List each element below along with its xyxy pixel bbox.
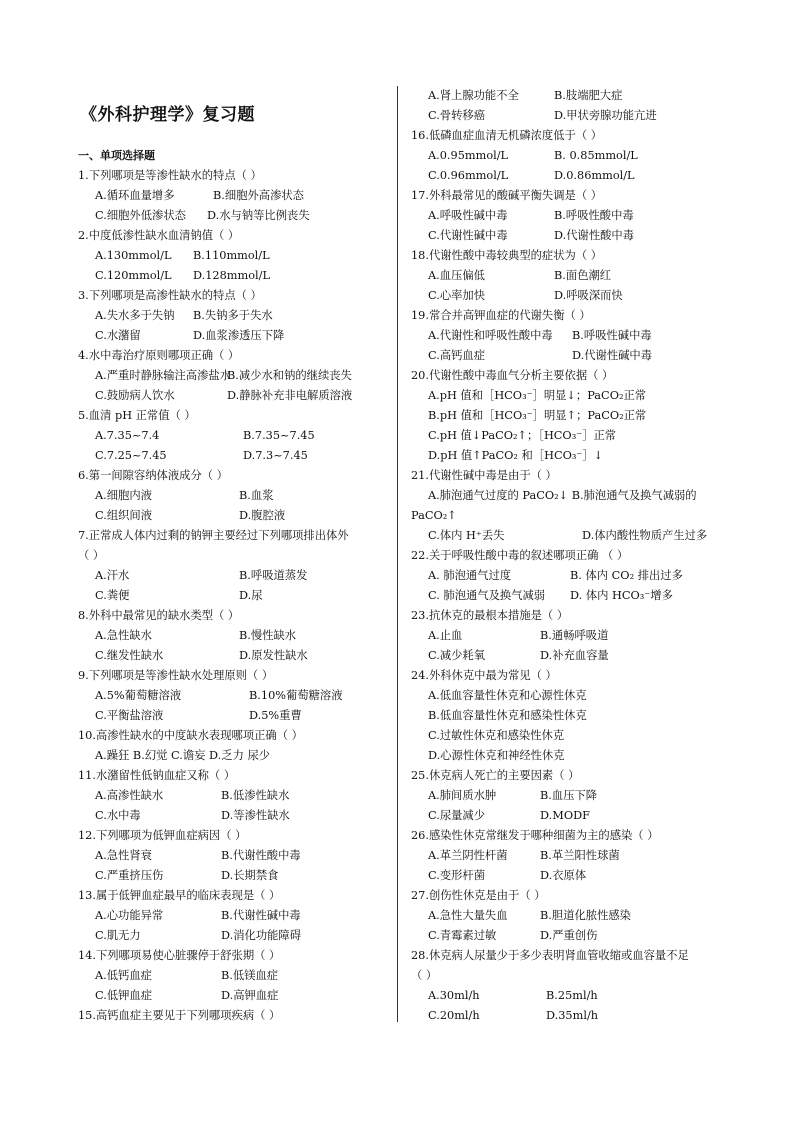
- option-pair: [78, 966, 390, 986]
- option-pair: [78, 846, 390, 866]
- option-b: D.35ml/h: [546, 1009, 599, 1022]
- option-pair: [411, 326, 723, 346]
- option-b: D.长期禁食: [221, 869, 279, 882]
- question-text: 27.创伤性休克是由于（ ）: [411, 889, 546, 902]
- option-b: B.面色潮红: [554, 269, 612, 282]
- question-text: PaCO₂↑: [411, 509, 457, 522]
- option-pair: [411, 926, 723, 946]
- column-divider: [397, 86, 398, 1022]
- option-pair: [78, 386, 390, 406]
- option-pair: [78, 506, 390, 526]
- option-b: B.7.35~7.45: [243, 429, 315, 442]
- option-pair: [78, 486, 390, 506]
- option-pair: [78, 866, 390, 886]
- option-b: B.呼吸道蒸发: [239, 569, 308, 582]
- option-a: C.青霉素过敏: [428, 929, 497, 942]
- question-text: 24.外科休克中最为常见（ ）: [411, 669, 557, 682]
- option-b: B.110mmol/L: [193, 249, 270, 262]
- option-b: D.体内酸性物质产生过多: [582, 529, 708, 542]
- option-a: A.肺间质水肿: [428, 789, 497, 802]
- option-a: A.130mmol/L: [95, 249, 172, 262]
- option-pair: [411, 846, 723, 866]
- option-b: D.补充血容量: [540, 649, 609, 662]
- option-line: A.pH 值和［HCO₃⁻］明显↓；PaCO₂正常: [428, 389, 647, 402]
- option-a: C.水中毒: [95, 809, 141, 822]
- option-b: D.等渗性缺水: [221, 809, 290, 822]
- option-b: B.代谢性酸中毒: [221, 849, 301, 862]
- option-b: D.高钾血症: [221, 989, 279, 1002]
- option-a: C.继发性缺水: [95, 649, 164, 662]
- option-a: A.30ml/h: [428, 989, 480, 1002]
- option-a: C.低钾血症: [95, 989, 153, 1002]
- question-text: 9.下列哪项是等渗性缺水处理原则（ ）: [78, 669, 274, 682]
- option-b: B.胆道化脓性感染: [540, 909, 631, 922]
- option-pair: [411, 866, 723, 886]
- option-pair: [78, 706, 390, 726]
- option-a: A.止血: [428, 629, 463, 642]
- option-a: A.汗水: [95, 569, 130, 582]
- option-a: A.代谢性和呼吸性酸中毒: [428, 329, 553, 342]
- option-b: B.血压下降: [540, 789, 598, 802]
- option-pair: [78, 206, 390, 226]
- question-text: 15.高钙血症主要见于下列哪项疾病（ ）: [78, 1009, 281, 1022]
- option-a: A.呼吸性碱中毒: [428, 209, 508, 222]
- option-pair: [78, 566, 390, 586]
- option-line: B.pH 值和［HCO₃⁻］明显↑；PaCO₂正常: [428, 409, 647, 422]
- question-text: 16.低磷血症血清无机磷浓度低于（ ）: [411, 129, 603, 142]
- option-a: A.低钙血症: [95, 969, 152, 982]
- option-b: D.衣原体: [540, 869, 587, 882]
- option-line: D.pH 值↑PaCO₂ 和［HCO₃⁻］↓: [428, 449, 604, 462]
- option-pair: [411, 626, 723, 646]
- option-pair: [78, 626, 390, 646]
- option-a: C.平衡盐溶液: [95, 709, 164, 722]
- option-b: D.消化功能障碍: [221, 929, 302, 942]
- option-b: D.5%重曹: [249, 709, 302, 722]
- option-b: D.7.3~7.45: [243, 449, 308, 462]
- option-pair: [411, 86, 723, 106]
- option-a: C.7.25~7.45: [95, 449, 167, 462]
- option-pair: [411, 1006, 723, 1026]
- option-b: D.MODF: [540, 809, 590, 822]
- option-pair: [411, 526, 723, 546]
- question-text: 12.下列哪项为低钾血症病因（ ）: [78, 829, 247, 842]
- option-a: C.高钙血症: [428, 349, 486, 362]
- option-a: A.0.95mmol/L: [428, 149, 509, 162]
- option-a: A.肾上腺功能不全: [428, 89, 519, 102]
- option-a: C.变形杆菌: [428, 869, 486, 882]
- option-pair: [78, 426, 390, 446]
- question-text: 28.休克病人尿量少于多少表明肾血管收缩或血容量不足: [411, 949, 689, 962]
- option-b: B. 0.85mmol/L: [554, 149, 638, 162]
- option-a: C. 肺泡通气及换气减弱: [428, 589, 546, 602]
- option-line: A.低血容量性休克和心源性休克: [428, 689, 587, 702]
- option-line: A.肺泡通气过度的 PaCO₂↓ B.肺泡通气及换气减弱的: [428, 489, 697, 502]
- question-text: 14.下列哪项易使心脏骤停于舒张期（ ）: [78, 949, 281, 962]
- option-b: D.腹腔液: [239, 509, 286, 522]
- option-a: A.血压偏低: [428, 269, 485, 282]
- question-text: 4.水中毒治疗原则哪项正确（ ）: [78, 349, 240, 362]
- question-text: 17.外科最常见的酸碱平衡失调是（ ）: [411, 189, 603, 202]
- question-text: 20.代谢性酸中毒血气分析主要依据（ ）: [411, 369, 614, 382]
- option-pair: [78, 266, 390, 286]
- option-pair: [411, 286, 723, 306]
- option-a: C.尿量减少: [428, 809, 486, 822]
- option-b: B.呼吸性酸中毒: [554, 209, 634, 222]
- option-pair: [78, 926, 390, 946]
- option-a: C.严重挤压伤: [95, 869, 164, 882]
- option-b: D.呼吸深而快: [554, 289, 623, 302]
- option-pair: [411, 166, 723, 186]
- option-a: C.粪便: [95, 589, 130, 602]
- right-column: [411, 86, 723, 1026]
- option-a: A.心功能异常: [95, 909, 164, 922]
- option-b: B.肢端肥大症: [554, 89, 623, 102]
- question-text: 23.抗休克的最根本措施是（ ）: [411, 609, 569, 622]
- option-a: C.组织间液: [95, 509, 153, 522]
- option-pair: [78, 646, 390, 666]
- option-pair: [411, 206, 723, 226]
- option-pair: [411, 986, 723, 1006]
- option-a: C.体内 H⁺丢失: [428, 529, 505, 542]
- option-b: D. 体内 HCO₃⁻增多: [570, 589, 673, 602]
- option-a: C.鼓励病人饮水: [95, 389, 175, 402]
- option-pair: [78, 306, 390, 326]
- option-line: D.心源性休克和神经性休克: [428, 749, 565, 762]
- option-pair: [411, 146, 723, 166]
- question-text: 26.感染性休克常继发于哪种细菌为主的感染（ ）: [411, 829, 659, 842]
- question-text: 13.属于低钾血症最早的临床表现是（ ）: [78, 889, 281, 902]
- option-pair: [78, 446, 390, 466]
- question-text: 6.第一间隙容纳体液成分（ ）: [78, 469, 228, 482]
- option-a: C.水潴留: [95, 329, 141, 342]
- option-a: C.减少耗氧: [428, 649, 486, 662]
- option-a: C.代谢性碱中毒: [428, 229, 508, 242]
- question-text: 22.关于呼吸性酸中毒的叙述哪项正确 （ ）: [411, 549, 629, 562]
- option-b: D.水与钠等比例丧失: [207, 209, 310, 222]
- question-text: 10.高渗性缺水的中度缺水表现哪项正确（ ）: [78, 729, 303, 742]
- option-pair: [411, 566, 723, 586]
- option-a: A.急性肾衰: [95, 849, 152, 862]
- option-a: C.细胞外低渗状态: [95, 209, 186, 222]
- question-text: （ ）: [78, 549, 105, 562]
- question-text: 19.常合并高钾血症的代谢失衡（ ）: [411, 309, 591, 322]
- option-pair: [78, 246, 390, 266]
- option-b: B.呼吸性碱中毒: [572, 329, 652, 342]
- question-text: 11.水潴留性低钠血症又称（ ）: [78, 769, 236, 782]
- section-heading: 一、单项选择题: [78, 149, 155, 162]
- option-b: B.低镁血症: [221, 969, 279, 982]
- option-a: C.骨转移癌: [428, 109, 486, 122]
- option-b: B.革兰阳性球菌: [540, 849, 620, 862]
- option-b: D.128mmol/L: [193, 269, 270, 282]
- option-a: A.5%葡萄糖溶液: [95, 689, 182, 702]
- option-b: D.甲状旁腺功能亢进: [554, 109, 657, 122]
- option-pair: [411, 586, 723, 606]
- option-a: A.高渗性缺水: [95, 789, 164, 802]
- option-b: B.10%葡萄糖溶液: [249, 689, 343, 702]
- option-pair: [78, 786, 390, 806]
- question-text: 8.外科中最常见的缺水类型（ ）: [78, 609, 240, 622]
- option-pair: [411, 226, 723, 246]
- option-pair: [411, 646, 723, 666]
- option-pair: [78, 986, 390, 1006]
- question-text: （ ）: [411, 969, 438, 982]
- option-b: B.减少水和钠的继续丧失: [227, 369, 352, 382]
- option-line: A.躁狂 B.幻觉 C.谵妄 D.乏力 尿少: [95, 749, 271, 762]
- option-b: D.代谢性酸中毒: [554, 229, 635, 242]
- option-pair: [411, 806, 723, 826]
- question-text: 5.血清 pH 正常值（ ）: [78, 409, 196, 422]
- option-pair: [411, 346, 723, 366]
- option-pair: [78, 686, 390, 706]
- option-b: B.代谢性碱中毒: [221, 909, 301, 922]
- option-a: A.革兰阴性杆菌: [428, 849, 508, 862]
- document-title: 《外科护理学》复习题: [80, 105, 255, 125]
- question-text: 3.下列哪项是高渗性缺水的特点（ ）: [78, 289, 262, 302]
- option-b: B.通畅呼吸道: [540, 629, 609, 642]
- option-a: A.细胞内液: [95, 489, 152, 502]
- option-b: B. 体内 CO₂ 排出过多: [570, 569, 683, 582]
- option-b: D.尿: [239, 589, 263, 602]
- option-pair: [411, 786, 723, 806]
- option-line: C.过敏性休克和感染性休克: [428, 729, 565, 742]
- option-pair: [411, 266, 723, 286]
- option-b: D.严重创伤: [540, 929, 598, 942]
- option-b: D.静脉补充非电解质溶液: [227, 389, 353, 402]
- option-pair: [78, 326, 390, 346]
- option-pair: [78, 806, 390, 826]
- option-b: B.血浆: [239, 489, 274, 502]
- option-pair: [78, 186, 390, 206]
- question-text: 2.中度低渗性缺水血清钠值（ ）: [78, 229, 240, 242]
- question-text: 21.代谢性碱中毒是由于（ ）: [411, 469, 557, 482]
- option-pair: [411, 906, 723, 926]
- question-text: 25.休克病人死亡的主要因素（ ）: [411, 769, 580, 782]
- option-a: C.0.96mmol/L: [428, 169, 509, 182]
- option-line: C.pH 值↓PaCO₂↑；［HCO₃⁻］正常: [428, 429, 617, 442]
- question-text: 1.下列哪项是等渗性缺水的特点（ ）: [78, 169, 262, 182]
- left-column: [78, 146, 390, 1026]
- option-a: C.20ml/h: [428, 1009, 480, 1022]
- option-b: B.细胞外高渗状态: [213, 189, 304, 202]
- option-a: C.心率加快: [428, 289, 486, 302]
- option-b: B.失钠多于失水: [193, 309, 273, 322]
- option-a: C.120mmol/L: [95, 269, 172, 282]
- option-pair: [78, 366, 390, 386]
- option-a: A.急性大量失血: [428, 909, 508, 922]
- option-b: B.慢性缺水: [239, 629, 297, 642]
- option-b: D.代谢性碱中毒: [572, 349, 653, 362]
- option-pair: [78, 586, 390, 606]
- option-b: D.0.86mmol/L: [554, 169, 635, 182]
- question-text: 7.正常成人体内过剩的钠钾主要经过下列哪项排出体外: [78, 529, 349, 542]
- option-b: D.血浆渗透压下降: [193, 329, 285, 342]
- question-text: 18.代谢性酸中毒较典型的症状为（ ）: [411, 249, 603, 262]
- option-b: B.25ml/h: [546, 989, 598, 1002]
- option-line: B.低血容量性休克和感染性休克: [428, 709, 587, 722]
- option-a: C.肌无力: [95, 929, 141, 942]
- option-a: A.7.35~7.4: [95, 429, 160, 442]
- option-pair: [411, 106, 723, 126]
- option-a: A.急性缺水: [95, 629, 152, 642]
- option-a: A.失水多于失钠: [95, 309, 175, 322]
- option-a: A.循环血量增多: [95, 189, 175, 202]
- option-b: D.原发性缺水: [239, 649, 308, 662]
- option-a: A.严重时静脉输注高渗盐水: [95, 369, 232, 382]
- option-pair: [78, 906, 390, 926]
- option-a: A. 肺泡通气过度: [428, 569, 512, 582]
- option-b: B.低渗性缺水: [221, 789, 290, 802]
